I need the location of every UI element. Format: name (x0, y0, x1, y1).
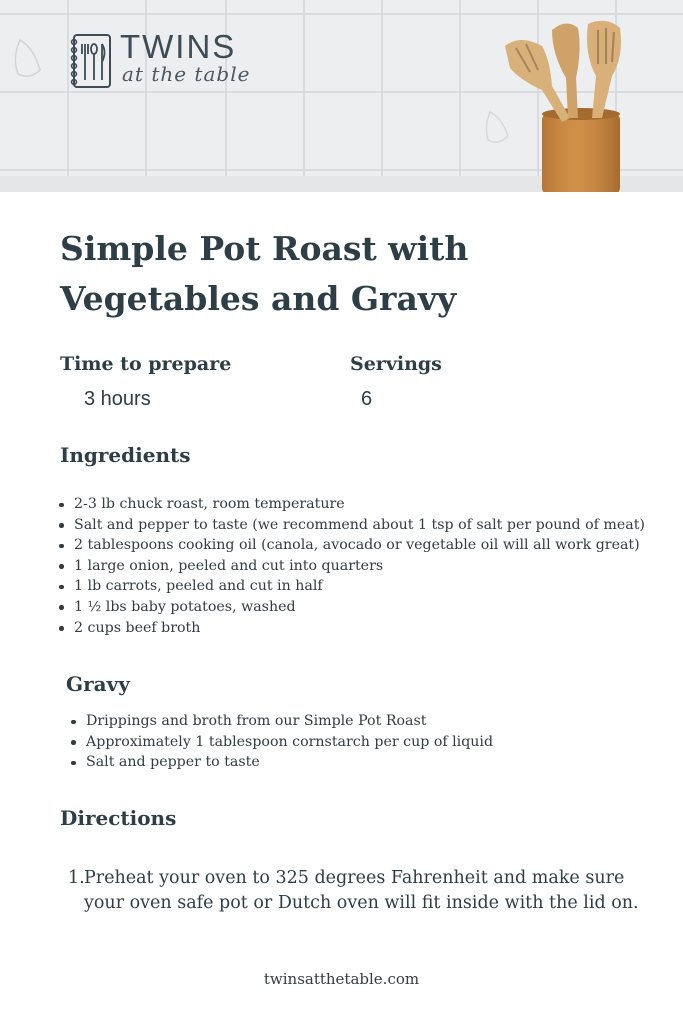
notebook-icon (68, 32, 114, 90)
step-text: Preheat your oven to 325 degrees Fahrenheit and make sure your oven safe pot or Dutch oven will fit inside with the lid on. (84, 868, 639, 913)
list-item: Drippings and broth from our Simple Pot Roast (86, 711, 493, 732)
step-number: 1. (68, 868, 85, 888)
brand-logo[interactable] (68, 30, 268, 92)
wooden-utensils-image (490, 14, 640, 192)
ingredients-heading: Ingredients (60, 443, 191, 467)
time-value: 3 hours (84, 388, 151, 410)
list-item: 1 ½ lbs baby potatoes, washed (74, 597, 645, 618)
gravy-list (86, 711, 493, 773)
list-item: 1 lb carrots, peeled and cut in half (74, 576, 645, 597)
list-item: Approximately 1 tablespoon cornstarch per cup of liquid (86, 732, 493, 753)
time-label: Time to prepare (60, 353, 232, 375)
brand-name: TWINS (120, 28, 237, 65)
directions-heading: Directions (60, 806, 177, 830)
recipe-title: Simple Pot Roast with Vegetables and Gravy (60, 229, 469, 318)
footer-website[interactable]: twinsatthetable.com (263, 970, 420, 988)
header-photo (0, 0, 683, 192)
servings-label: Servings (350, 353, 442, 375)
list-item: 1 large onion, peeled and cut into quarters (74, 556, 645, 577)
ingredients-list (74, 494, 645, 638)
brand-tagline: at the table (122, 62, 251, 86)
servings-value: 6 (361, 388, 373, 410)
list-item: 2 tablespoons cooking oil (canola, avocado or vegetable oil will all work great) (74, 535, 645, 556)
list-item: Salt and pepper to taste (86, 752, 493, 773)
list-item: 2 cups beef broth (74, 618, 645, 639)
list-item: Salt and pepper to taste (we recommend about 1 tsp of salt per pound of meat) (74, 515, 645, 536)
gravy-heading: Gravy (66, 672, 130, 696)
list-item: 2-3 lb chuck roast, room temperature (74, 494, 645, 515)
